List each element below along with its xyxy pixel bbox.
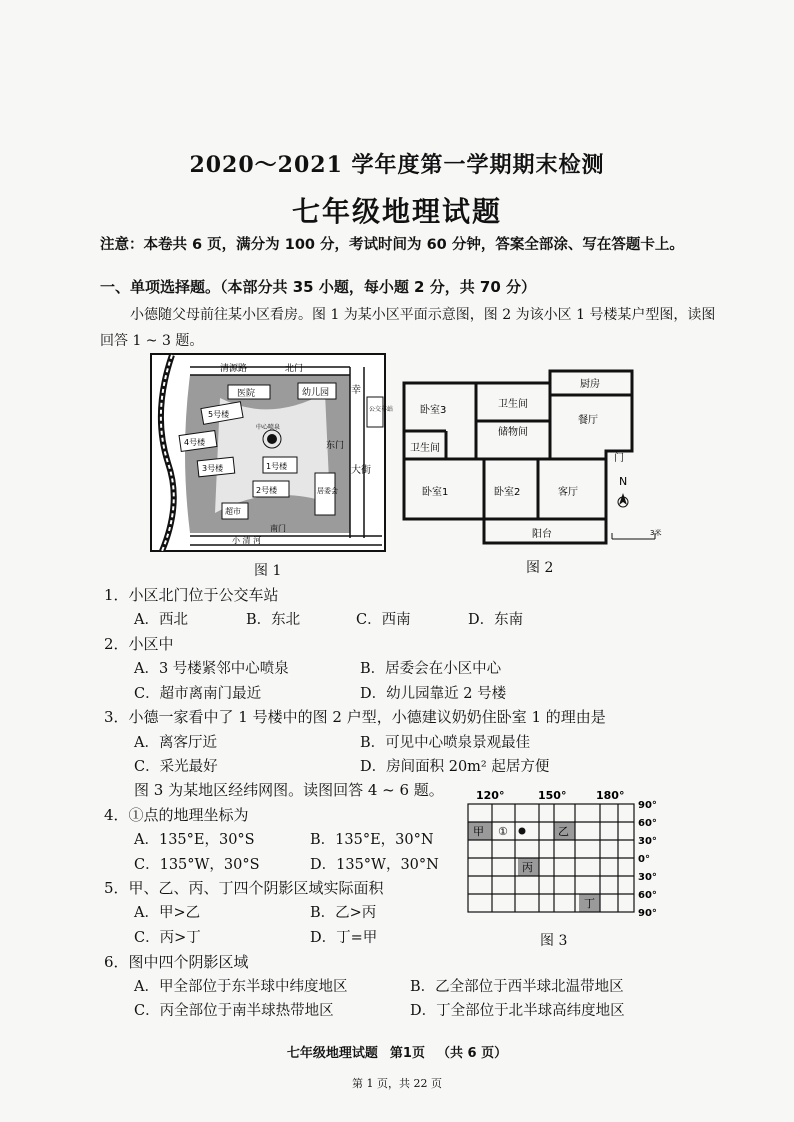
region-bing-label: 丙 xyxy=(522,861,533,874)
road-right-label: 幸 xyxy=(351,385,361,396)
section-intro: 小德随父母前往某小区看房。图 1 为某小区平面示意图，图 2 为该小区 1 号楼某户型图，读图回答 1 ~ 3 题。 xyxy=(100,307,716,349)
north-arrow-label: N xyxy=(619,475,628,488)
exam-notice: 注意：本卷共 6 页，满分为 100 分，考试时间为 60 分钟，答案全部涂、写在答题卡上。 xyxy=(100,237,684,253)
question-6-stem: 6．图中四个阴影区域 xyxy=(104,953,249,971)
lon-label-150: 150° xyxy=(538,789,567,802)
question-1-stem: 1．小区北门位于公交车站 xyxy=(104,586,279,604)
bus-station-label: 公交车站 xyxy=(369,406,394,413)
pdf-page-number: 第 1 页，共 22 页 xyxy=(352,1077,442,1090)
footer-exam-name: 七年级地理试题 xyxy=(286,1046,378,1061)
street-right-label: 大街 xyxy=(351,465,371,476)
lon-label-120: 120° xyxy=(476,789,505,802)
lat-label-30n: 30° xyxy=(638,836,657,847)
building-5-label: 5号楼 xyxy=(208,410,230,419)
lat-label-90s: 90° xyxy=(638,908,657,919)
q3-option-a: A．离客厅近 xyxy=(134,735,217,751)
q3-option-c: C．采光最好 xyxy=(134,759,218,775)
bedroom-1-label: 卧室1 xyxy=(422,487,449,498)
east-gate-label: 东门 xyxy=(326,441,345,451)
q2-option-c: C．超市离南门最近 xyxy=(134,686,262,702)
q5-option-a: A．甲>乙 xyxy=(134,905,201,921)
figure-1-caption: 图 1 xyxy=(254,563,282,579)
bathroom-1-label: 卫生间 xyxy=(498,399,528,410)
fountain-label: 中心喷泉 xyxy=(256,424,281,431)
storage-label: 储物间 xyxy=(498,427,528,438)
north-gate-label: 北门 xyxy=(285,364,304,374)
building-2-label: 2号楼 xyxy=(256,486,278,495)
q2-option-a: A．3 号楼紧邻中心喷泉 xyxy=(134,661,289,677)
q3-option-d: D．房间面积 20m² 起居方便 xyxy=(360,759,550,775)
market-label: 超市 xyxy=(225,507,241,516)
q1-option-a: A．西北 xyxy=(134,612,188,628)
q1-option-c: C．西南 xyxy=(356,612,411,628)
lat-label-30s: 30° xyxy=(638,872,657,883)
q4-option-c: C．135°W，30°S xyxy=(134,857,260,873)
q5-option-c: C．丙>丁 xyxy=(134,930,201,946)
building-1-label: 1号楼 xyxy=(266,462,288,471)
figure-3-intro: 图 3 为某地区经纬网图。读图回答 4 ~ 6 题。 xyxy=(134,781,444,799)
region-jia-label: 甲 xyxy=(473,825,484,838)
bedroom-3-label: 卧室3 xyxy=(420,405,447,416)
q2-option-b: B．居委会在小区中心 xyxy=(360,661,502,677)
q1-option-b: B．东北 xyxy=(246,612,301,628)
question-4-stem: 4．①点的地理坐标为 xyxy=(104,806,249,824)
q1-option-d: D．东南 xyxy=(468,612,524,628)
q3-option-b: B．可见中心喷泉景观最佳 xyxy=(360,735,531,751)
figure-3-caption: 图 3 xyxy=(540,933,568,949)
question-3-stem: 3．小德一家看中了 1 号楼中的图 2 户型，小德建议奶奶住卧室 1 的理由是 xyxy=(104,708,606,726)
dining-label: 餐厅 xyxy=(578,415,598,426)
figure-2-caption: 图 2 xyxy=(526,560,554,576)
living-room-label: 客厅 xyxy=(558,487,578,498)
q6-option-d: D．丁全部位于北半球高纬度地区 xyxy=(410,1003,625,1019)
q6-option-c: C．丙全部位于南半球热带地区 xyxy=(134,1003,334,1019)
section-heading: 一、单项选择题。（本部分共 35 小题，每小题 2 分，共 70 分） xyxy=(100,278,537,296)
page-footer xyxy=(0,1042,794,1061)
q6-option-b: B．乙全部位于西半球北温带地区 xyxy=(410,979,624,995)
building-4-label: 4号楼 xyxy=(184,438,206,447)
lat-label-60n: 60° xyxy=(638,818,657,829)
footer-page: 第1页 xyxy=(389,1046,425,1061)
exam-title: 2020～2021 学年度第一学期期末检测 xyxy=(189,152,605,178)
q5-option-d: D．丁=甲 xyxy=(310,930,378,946)
bathroom-2-label: 卫生间 xyxy=(410,443,440,454)
bedroom-2-label: 卧室2 xyxy=(494,487,521,498)
river-label: 小 清 河 xyxy=(232,536,262,545)
footer-total: （共 6 页） xyxy=(436,1046,508,1061)
balcony-label: 阳台 xyxy=(532,529,552,540)
south-gate-label: 南门 xyxy=(270,524,286,533)
region-yi-label: 乙 xyxy=(558,825,569,838)
region-ding-label: 丁 xyxy=(584,897,595,910)
figure-2-floor-plan xyxy=(400,367,668,551)
kitchen-label: 厨房 xyxy=(580,379,600,390)
point-1-label: ① xyxy=(498,825,508,838)
lat-label-90n: 90° xyxy=(638,800,657,811)
figure-3-graticule xyxy=(458,786,668,926)
road-top-label: 清源路 xyxy=(220,364,248,374)
building-3-label: 3号楼 xyxy=(202,464,224,473)
hospital-label: 医院 xyxy=(237,389,256,399)
exam-subtitle: 七年级地理试题 xyxy=(291,195,502,228)
lat-label-0: 0° xyxy=(638,854,650,865)
q6-option-a: A．甲全部位于东半球中纬度地区 xyxy=(134,979,348,995)
q4-option-d: D．135°W，30°N xyxy=(310,857,439,873)
q2-option-d: D．幼儿园靠近 2 号楼 xyxy=(360,686,507,702)
q4-option-b: B．135°E，30°N xyxy=(310,832,434,848)
figure-1-community-map xyxy=(150,353,394,553)
lat-label-60s: 60° xyxy=(638,890,657,901)
door-label: 门 xyxy=(614,453,624,464)
lon-label-180: 180° xyxy=(596,789,625,802)
question-2-stem: 2．小区中 xyxy=(104,635,174,653)
q4-option-a: A．135°E，30°S xyxy=(134,832,255,848)
committee-label: 居委会 xyxy=(317,487,338,495)
kindergarten-label: 幼儿园 xyxy=(302,388,330,398)
q5-option-b: B．乙>丙 xyxy=(310,905,377,921)
question-5-stem: 5．甲、乙、丙、丁四个阴影区域实际面积 xyxy=(104,879,384,897)
scale-label: 3米 xyxy=(650,529,662,537)
